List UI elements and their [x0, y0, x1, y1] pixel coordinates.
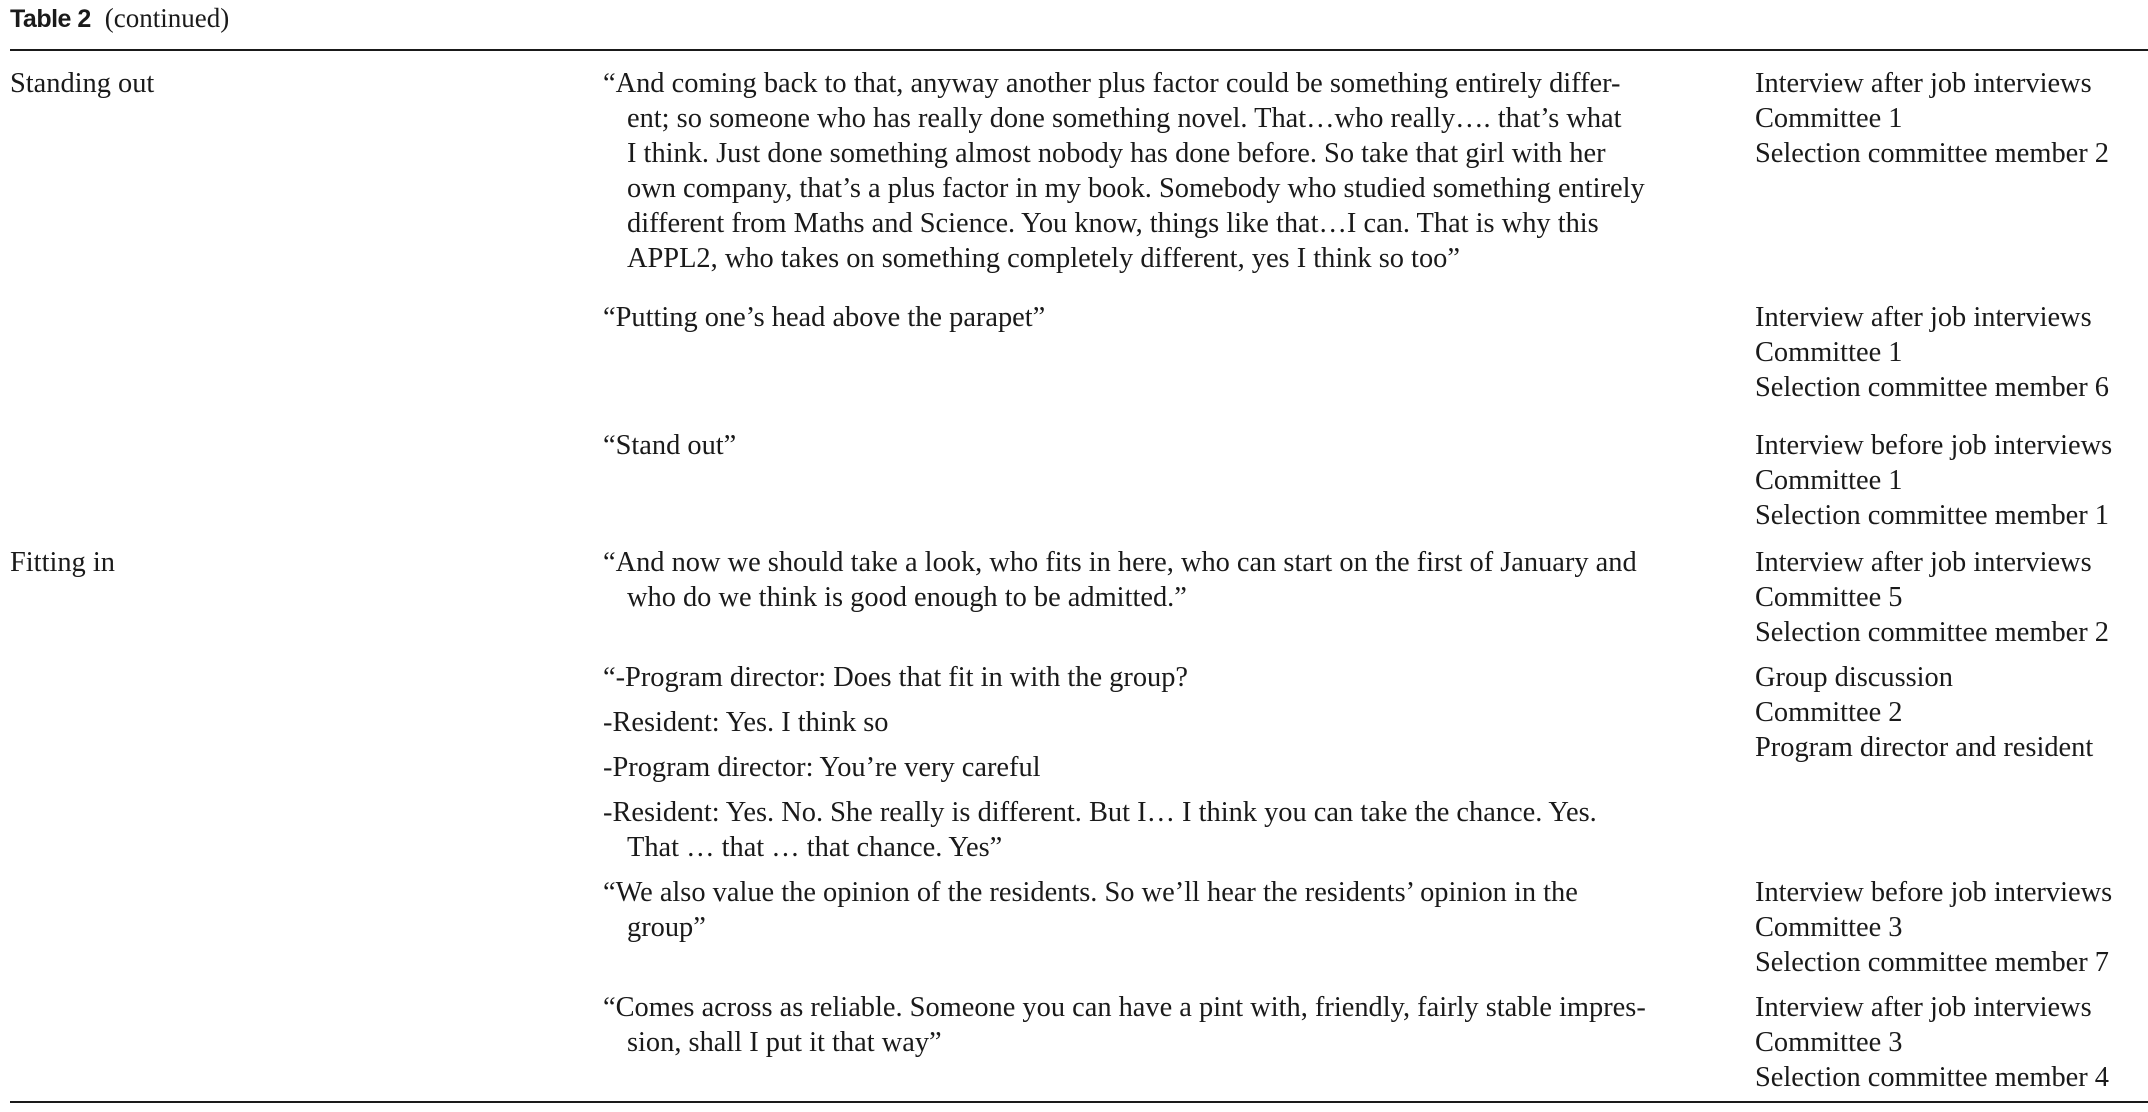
source-line: Committee 1 [1755, 103, 1903, 134]
source-line: Group discussion [1755, 662, 1953, 693]
quote-cell [603, 875, 1723, 945]
source-line: Interview before job interviews [1755, 430, 2113, 461]
quote-line: “And coming back to that, anyway another plus factor could be something entirely differ- [603, 68, 1621, 99]
quote-line: “And now we should take a look, who fits in here, who can start on the first of January and [603, 547, 1637, 578]
source-cell [1755, 875, 2148, 980]
source-line: Program director and resident [1755, 732, 2094, 763]
source-line: Selection committee member 7 [1755, 947, 2109, 978]
quote-line: I think. Just done something almost nobody has done before. So take that girl with her [627, 138, 1606, 169]
quote-line: APPL2, who takes on something completely different, yes I think so too” [627, 243, 1460, 274]
quote-line: “Stand out” [603, 430, 737, 461]
theme-cell: Fitting in [10, 547, 115, 578]
dialogue-cell [603, 660, 1723, 865]
theme-cell: Standing out [10, 68, 155, 99]
top-rule [10, 49, 2148, 51]
source-line: Selection committee member 6 [1755, 372, 2109, 403]
table-caption-continued: (continued) [104, 3, 230, 33]
dialogue-line: -Resident: Yes. No. She really is different. But I… I think you can take the chance. Yes. [603, 797, 1597, 828]
source-line: Committee 3 [1755, 1027, 1903, 1058]
quote-line: ent; so someone who has really done something novel. That…who really…. that’s what [627, 103, 1622, 134]
quote-line: “Putting one’s head above the parapet” [603, 302, 1046, 333]
source-line: Selection committee member 2 [1755, 138, 2109, 169]
dialogue-line: -Program director: You’re very careful [603, 752, 1041, 783]
table-caption [10, 2, 229, 35]
dialogue-line: “-Program director: Does that fit in with the group? [603, 662, 1189, 693]
quote-cell [603, 66, 1723, 276]
source-cell [1755, 66, 2148, 171]
source-line: Interview after job interviews [1755, 302, 2092, 333]
quote-line: “Comes across as reliable. Someone you can have a pint with, friendly, fairly stable impres- [603, 992, 1646, 1023]
bottom-rule [10, 1101, 2148, 1103]
source-line: Committee 1 [1755, 465, 1903, 496]
quote-line: different from Maths and Science. You know, things like that…I can. That is why this [627, 208, 1599, 239]
quote-line: who do we think is good enough to be admitted.” [627, 582, 1187, 613]
quote-cell [603, 300, 1723, 335]
source-cell [1755, 300, 2148, 405]
source-line: Selection committee member 4 [1755, 1062, 2109, 1093]
source-line: Committee 1 [1755, 337, 1903, 368]
source-line: Committee 2 [1755, 697, 1903, 728]
quote-cell [603, 990, 1723, 1060]
source-line: Interview after job interviews [1755, 68, 2092, 99]
source-line: Committee 5 [1755, 582, 1903, 613]
quote-line: own company, that’s a plus factor in my book. Somebody who studied something entirely [627, 173, 1645, 204]
quote-line: group” [627, 912, 706, 943]
source-cell [1755, 990, 2148, 1095]
source-line: Interview after job interviews [1755, 547, 2092, 578]
source-cell [1755, 660, 2148, 765]
table-caption-label: Table 2 [10, 5, 91, 33]
quote-line: “We also value the opinion of the residents. So we’ll hear the residents’ opinion in the [603, 877, 1578, 908]
dialogue-line: That … that … that chance. Yes” [627, 832, 1003, 863]
source-cell [1755, 545, 2148, 650]
source-line: Selection committee member 1 [1755, 500, 2109, 531]
source-line: Selection committee member 2 [1755, 617, 2109, 648]
dialogue-line: -Resident: Yes. I think so [603, 707, 889, 738]
source-line: Interview before job interviews [1755, 877, 2113, 908]
quote-cell [603, 428, 1723, 463]
source-line: Interview after job interviews [1755, 992, 2092, 1023]
source-cell [1755, 428, 2148, 533]
quote-cell [603, 545, 1723, 615]
source-line: Committee 3 [1755, 912, 1903, 943]
quote-line: sion, shall I put it that way” [627, 1027, 942, 1058]
